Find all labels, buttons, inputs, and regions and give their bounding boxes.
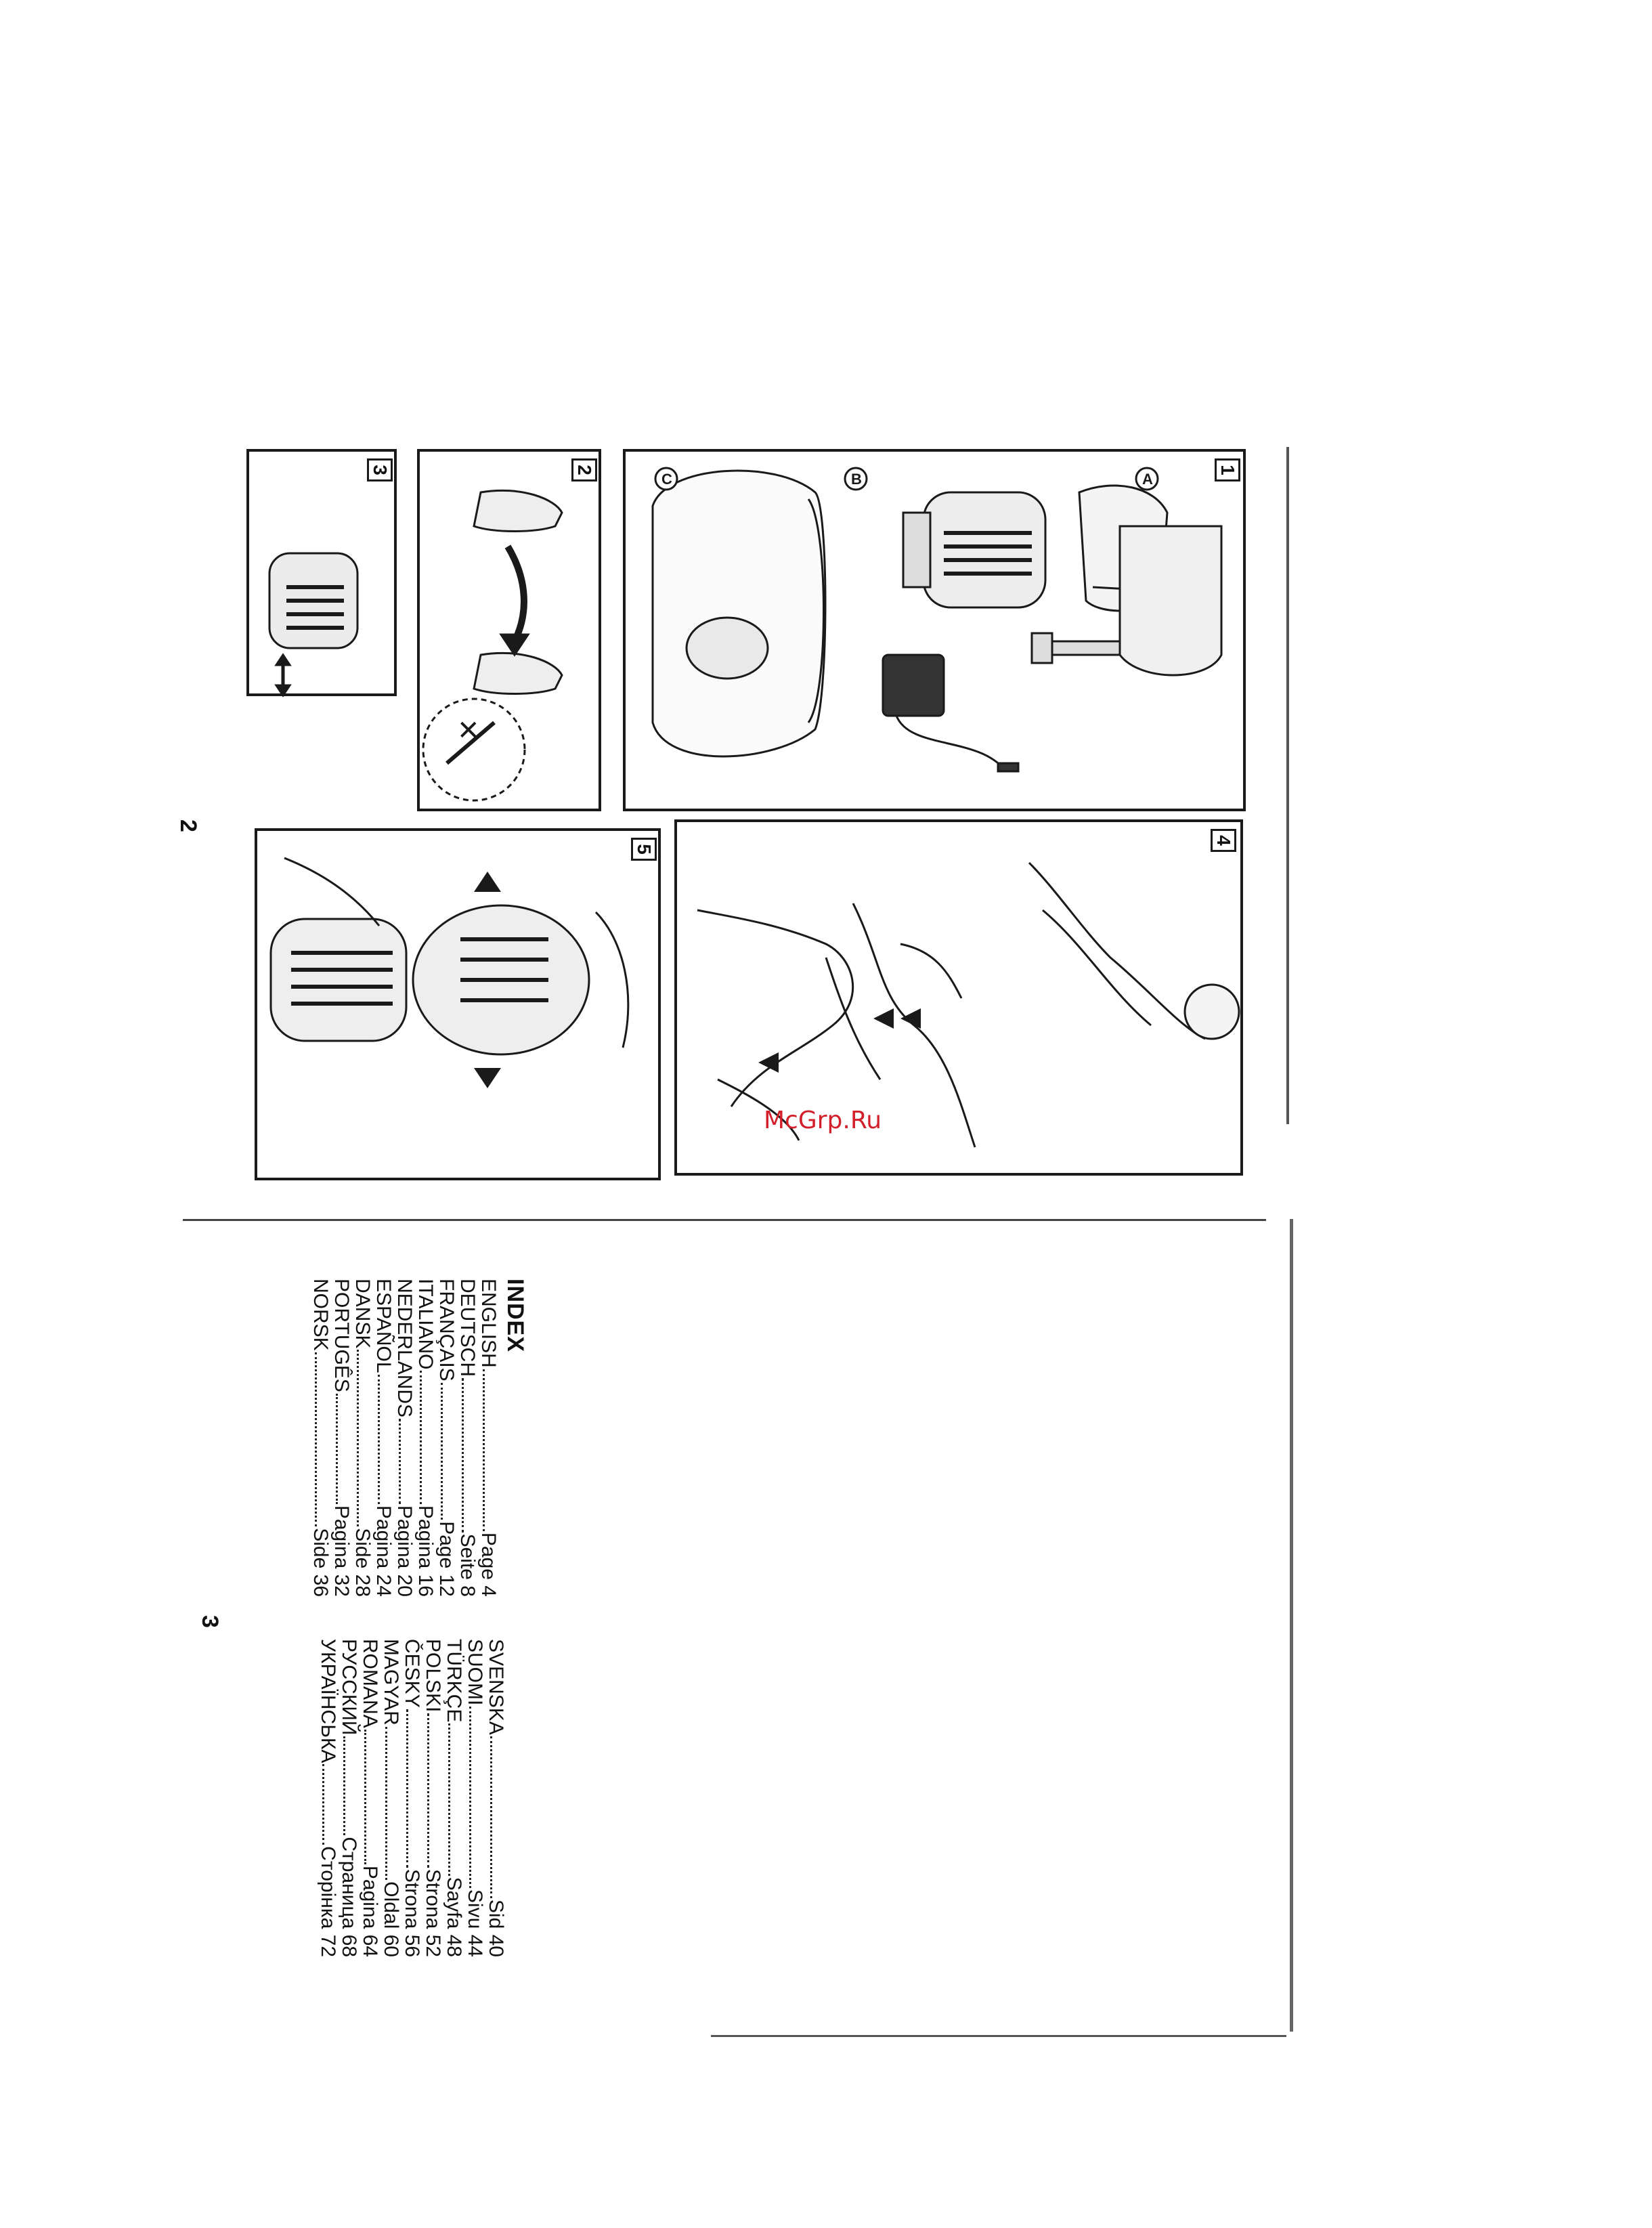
index-entry: РУССКИЙ Страница 68 bbox=[338, 1639, 360, 1957]
panel-number-1: 1 bbox=[1215, 458, 1240, 481]
part-letter-c: C bbox=[661, 471, 672, 488]
part-f-pouch bbox=[1120, 526, 1221, 675]
index-title: INDEX bbox=[502, 1279, 528, 1352]
watermark: McGrp.Ru bbox=[764, 1107, 882, 1134]
scan-right-edge bbox=[1290, 1219, 1293, 2032]
index-entry: ČESKY Strona 56 bbox=[401, 1639, 423, 1957]
panel-5-illustration bbox=[257, 831, 664, 1183]
panel-3 bbox=[246, 449, 397, 696]
panel-number-5: 5 bbox=[631, 838, 657, 861]
panel-5 bbox=[255, 828, 661, 1180]
index-column-1 bbox=[310, 1279, 528, 1597]
index-entry: SUOMI Sivu 44 bbox=[464, 1639, 486, 1957]
index-entry: FRANÇAIS Page 12 bbox=[435, 1279, 458, 1597]
part-b-epilator-head bbox=[903, 492, 1045, 607]
scan-bottom-line bbox=[711, 2035, 1286, 2037]
index-entry: УКРАЇНСЬКА Сторінка 72 bbox=[317, 1639, 339, 1957]
panel-4 bbox=[674, 819, 1243, 1176]
part-letter-b: B bbox=[851, 471, 862, 488]
panel-2 bbox=[417, 449, 601, 811]
index-entry: PORTUGÊS Pagina 32 bbox=[330, 1279, 353, 1597]
part-d-adapter bbox=[883, 655, 1018, 771]
panel-number-2: 2 bbox=[571, 458, 597, 481]
index-entry: ROMANA Pagina 64 bbox=[359, 1639, 381, 1957]
panel-4-illustration bbox=[677, 822, 1246, 1178]
scan-fold-line bbox=[183, 1219, 1266, 1221]
index-entry: NORSK Side 36 bbox=[309, 1279, 332, 1597]
panel-1 bbox=[623, 449, 1246, 811]
left-page-number: 2 bbox=[175, 819, 201, 832]
index-entry: DANSK Side 28 bbox=[351, 1279, 374, 1597]
index-entry: SVENSKA Sid 40 bbox=[485, 1639, 507, 1957]
part-e-brush bbox=[1032, 633, 1127, 663]
index-entry: DEUTSCH Seite 8 bbox=[456, 1279, 479, 1597]
part-c-body bbox=[653, 471, 825, 756]
panel-number-3: 3 bbox=[367, 458, 393, 481]
part-letter-a: A bbox=[1142, 471, 1153, 488]
index-entry: TÜRKÇE Sayfa 48 bbox=[443, 1639, 465, 1957]
panel-3-illustration bbox=[249, 452, 399, 699]
index-entry: ITALIANO Pagina 16 bbox=[414, 1279, 437, 1597]
index-entry: POLSKI Strona 52 bbox=[422, 1639, 444, 1957]
index-entry: ENGLISH Page 4 bbox=[477, 1279, 500, 1597]
warning-x-mark: ✕ bbox=[457, 716, 480, 746]
panel-number-4: 4 bbox=[1211, 829, 1236, 852]
index-column-2 bbox=[318, 1639, 506, 1957]
index-entry: ESPAÑOL Pagina 24 bbox=[372, 1279, 395, 1597]
panel-2-illustration bbox=[420, 452, 604, 814]
right-page-number: 3 bbox=[196, 1615, 223, 1628]
index-entry: MAGYAR Oldal 60 bbox=[380, 1639, 402, 1957]
index-entry: NEDERLANDS Pagina 20 bbox=[393, 1279, 416, 1597]
panel-1-illustration bbox=[626, 452, 1248, 814]
scan-edge-line bbox=[1286, 447, 1289, 1124]
